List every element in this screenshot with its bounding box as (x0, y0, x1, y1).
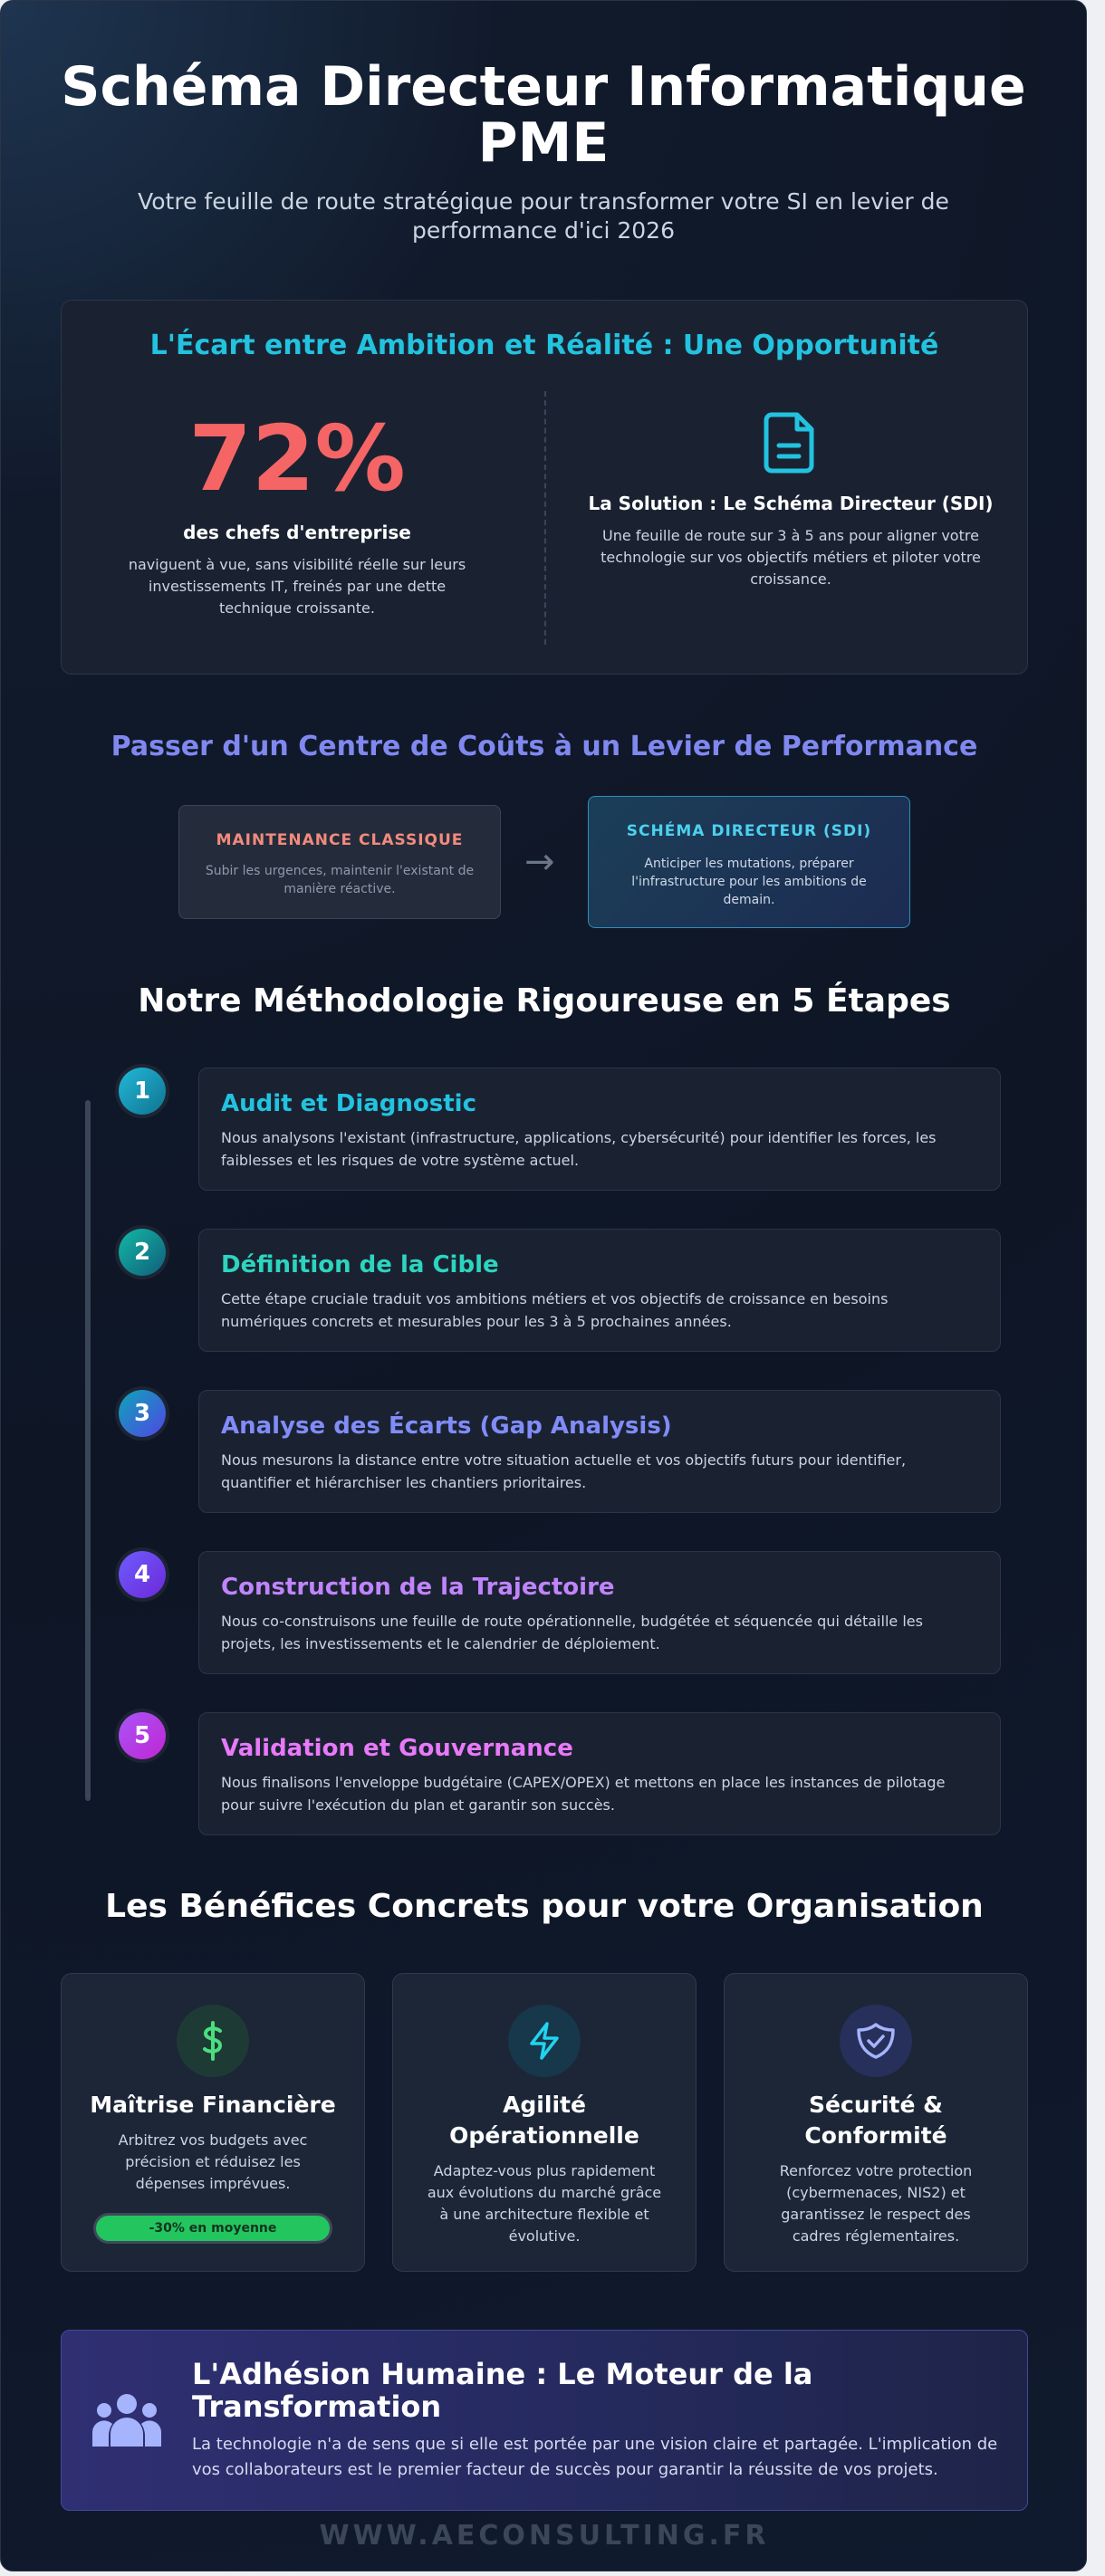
benefit-desc: Arbitrez vos budgets avec précision et réduisez les dépenses imprévues. (118, 2131, 308, 2192)
arrow-right-icon: → (524, 841, 555, 883)
step-3 (119, 1390, 1001, 1513)
benefit-desc: Renforcez votre protection (cybermenaces, NIS2) et garantissez le respect des cadres réglementaires. (779, 2162, 973, 2245)
benefit-icon-wrap (840, 2005, 912, 2077)
benefit-title: Agilité Opérationnelle (449, 2092, 639, 2149)
solution-desc: Une feuille de route sur 3 à 5 ans pour aligner votre technologie sur vos objectifs métiers et piloter votre croissance. (601, 527, 981, 588)
step-number: 3 (119, 1390, 166, 1437)
document-icon (763, 409, 819, 474)
step-title: Construction de la Trajectoire (221, 1574, 615, 1601)
benefit-card-agility (392, 1973, 697, 2272)
savings-badge: -30% en moyenne (93, 2213, 332, 2244)
step-panel (198, 1551, 1001, 1674)
step-desc: Nous analysons l'existant (infrastructure, applications, cybersécurité) pour identifier les forces, les faiblesses et les risques de votre système actuel. (221, 1129, 937, 1169)
step-number: 2 (119, 1229, 166, 1276)
step-2 (119, 1229, 1001, 1352)
gap-title: L'Écart entre Ambition et Réalité : Une Opportunité (149, 330, 939, 361)
step-number: 1 (119, 1068, 166, 1115)
page-title: Schéma Directeur Informatique PME (61, 55, 1026, 175)
footer-url[interactable]: WWW.AECONSULTING.FR (319, 2520, 770, 2552)
step-number: 5 (119, 1712, 166, 1759)
step-panel (198, 1068, 1001, 1191)
human-desc: La technologie n'a de sens que si elle est portée par une vision claire et partagée. L'implication de vos collaborateurs est le premier facteur de succès pour garantir la réussite de vos projets. (192, 2435, 998, 2479)
human-adhesion-card (61, 2330, 1028, 2511)
step-1 (119, 1068, 1001, 1191)
sdi-box (588, 796, 910, 928)
shift-title: Passer d'un Centre de Coûts à un Levier de Performance (110, 731, 978, 762)
benefit-desc: Adaptez-vous plus rapidement aux évolutions du marché grâce à une architecture flexible et évolutive. (427, 2162, 662, 2245)
classic-title: MAINTENANCE CLASSIQUE (216, 831, 464, 849)
solution-title: La Solution : Le Schéma Directeur (SDI) (588, 493, 994, 514)
step-desc: Nous mesurons la distance entre votre situation actuelle et vos objectifs futurs pour identifier, quantifier et hiérarchiser les chantiers prioritaires. (221, 1451, 907, 1491)
benefit-icon-wrap (177, 2005, 249, 2077)
timeline-line (85, 1100, 91, 1801)
gap-stat-block (98, 406, 496, 619)
gap-stat-value: 72% (188, 406, 406, 512)
page-subtitle: Votre feuille de route stratégique pour transformer votre SI en levier de performance d'ici 2026 (138, 188, 949, 244)
step-panel (198, 1390, 1001, 1513)
step-panel (198, 1229, 1001, 1352)
gap-stat-label: des chefs d'entreprise (183, 522, 411, 543)
money-icon (199, 2021, 226, 2061)
method-title: Notre Méthodologie Rigoureuse en 5 Étapes (138, 982, 951, 1020)
step-panel (198, 1712, 1001, 1835)
step-title: Analyse des Écarts (Gap Analysis) (221, 1412, 672, 1440)
gap-card (61, 300, 1028, 675)
gap-divider (544, 391, 546, 645)
sdi-title: SCHÉMA DIRECTEUR (SDI) (626, 822, 872, 840)
classic-maintenance-box (178, 805, 501, 919)
gap-stat-desc: naviguent à vue, sans visibilité réelle sur leurs investissements IT, freinés par une dette technique croissante. (128, 556, 466, 617)
users-icon (92, 2392, 161, 2448)
step-number: 4 (119, 1551, 166, 1598)
hero (1, 1, 1086, 245)
step-4 (119, 1551, 1001, 1674)
benefit-title: Sécurité & Conformité (804, 2092, 947, 2149)
benefit-card-finance (61, 1973, 365, 2272)
step-5 (119, 1712, 1001, 1835)
step-desc: Nous co-construisons une feuille de route opérationnelle, budgétée et séquencée qui détaille les projets, les investissements et le calendrier de déploiement. (221, 1613, 923, 1652)
step-title: Audit et Diagnostic (221, 1090, 477, 1117)
step-title: Validation et Gouvernance (221, 1735, 573, 1762)
gap-solution-block (587, 409, 994, 590)
shield-check-icon (855, 2021, 897, 2061)
benefit-card-security (724, 1973, 1028, 2272)
step-desc: Nous finalisons l'enveloppe budgétaire (CAPEX/OPEX) et mettons en place les instances de pilotage pour suivre l'exécution du plan et garantir son succès. (221, 1774, 946, 1814)
human-title: L'Adhésion Humaine : Le Moteur de la Transformation (192, 2357, 813, 2424)
benefits-title: Les Bénéfices Concrets pour votre Organisation (105, 1888, 984, 1925)
benefit-title: Maîtrise Financière (90, 2092, 336, 2118)
benefit-icon-wrap (508, 2005, 581, 2077)
step-title: Définition de la Cible (221, 1251, 499, 1278)
classic-desc: Subir les urgences, maintenir l'existant de manière réactive. (205, 864, 475, 896)
sdi-desc: Anticiper les mutations, préparer l'infrastructure pour les ambitions de demain. (631, 857, 867, 907)
step-desc: Cette étape cruciale traduit vos ambitions métiers et vos objectifs de croissance en besoins numériques concrets et mesurables pour les 3 à 5 prochaines années. (221, 1290, 889, 1330)
lightning-icon (526, 2021, 562, 2061)
